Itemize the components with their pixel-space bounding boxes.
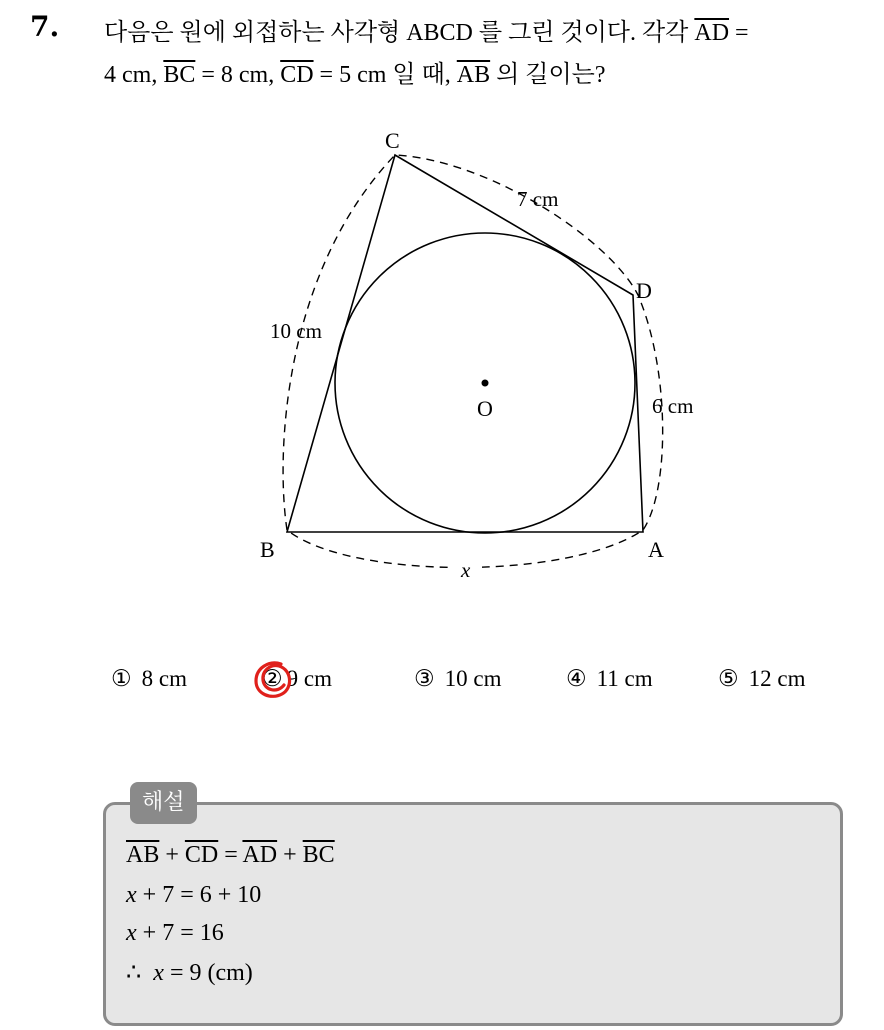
solution-line-3: x + 7 = 16: [126, 920, 224, 946]
choice-3[interactable]: ③ 10 cm: [414, 666, 502, 691]
segment-ad: $\overline{AD}$: [694, 20, 730, 46]
solution-badge: 해설: [130, 782, 197, 824]
vertex-label-a: A: [648, 537, 664, 562]
quadrilateral-abcd: [287, 155, 643, 532]
choice-2[interactable]: ② 9 cm: [262, 666, 332, 691]
choice-5[interactable]: ⑤ 12 cm: [718, 666, 806, 691]
choice-1[interactable]: ① 8 cm: [111, 666, 187, 691]
solution-line-2: x + 7 = 6 + 10: [126, 882, 262, 908]
vertex-label-b: B: [260, 537, 275, 562]
side-label-da: 6 cm: [652, 394, 694, 418]
choice-4[interactable]: ④ 11 cm: [566, 666, 653, 691]
answer-choices: [0, 666, 884, 706]
side-label-bc: 10 cm: [270, 319, 322, 343]
outer-dashed-arc: [283, 155, 663, 568]
question-number: 7.: [30, 10, 60, 43]
question-text-line2: 4 cm, $\overline{BC} = 8$ cm, $\overline{CD} = 5$ cm 일 때, $\overline{AB}$ 의 길이는?: [104, 62, 606, 88]
side-label-cd: 7 cm: [517, 187, 559, 211]
segment-ab: $\overline{AB}$: [456, 62, 491, 88]
solution-box: [103, 802, 843, 1026]
center-label-o: O: [477, 396, 493, 421]
answer-mark-circle: [251, 658, 295, 702]
segment-cd: $\overline{CD}$: [280, 62, 314, 88]
vertex-label-d: D: [636, 278, 652, 303]
vertex-label-c: C: [385, 128, 400, 153]
quadrilateral-figure: [230, 120, 730, 590]
segment-bc: $\overline{BC}$: [163, 62, 196, 88]
question-text-line1: 다음은 원에 외접하는 사각형 ABCD 를 그린 것이다. 각각 $\overline{AD}$ =: [104, 20, 749, 46]
side-label-ab: x: [461, 558, 471, 582]
solution-line-4: ∴ x = 9 (cm): [126, 960, 253, 986]
solution-line-1: $\overline{AB} + \overline{CD} = \overline{AD} + \overline{BC}$: [126, 842, 335, 868]
center-point: [482, 380, 489, 387]
